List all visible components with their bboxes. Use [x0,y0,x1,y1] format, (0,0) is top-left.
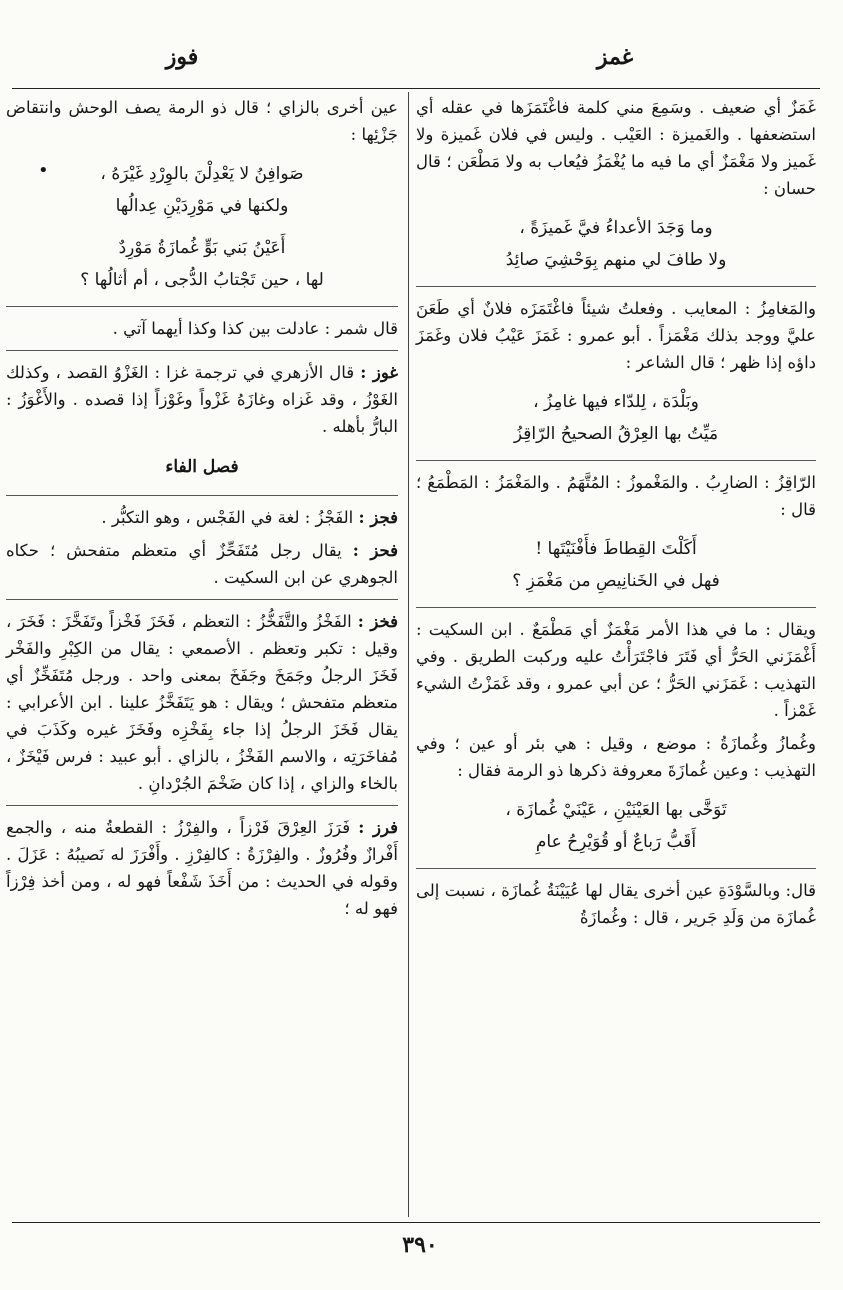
entry-text: الفَجْزُ : لغة في الفَجْس ، وهو التكبُّر . [101,508,359,527]
headword: غوز : [360,363,398,382]
entry-frz [6,814,398,922]
paragraph: قال شمر : عادلت بين كذا وكذا أيهما آتي . [112,319,398,338]
top-rule [12,88,820,89]
paragraph: غَمَزٌ أي ضعيف . وسَمِعَ مني كلمة فاغْتَمَزَها في عقله أي استضعفها . والغَميزة : العَيْب . وليس في فلان غَميزة ولا غَميز ولا مَغْمَزٌ أي ما فيه ما يُغْمَزُ فيُعاب به ولا مَطْعَن ؛ قال حسان : [416,98,816,198]
verse-line: أَكَلْتَ القِطاطَ فأَفْنَيْتَها ! [535,539,697,559]
divider [6,599,398,600]
verse [6,158,398,222]
entry-fjz [6,504,398,531]
verse-line: فهل في الخَنانِيصِ من مَغْمَزِ ؟ [512,571,720,591]
divider [416,286,816,287]
divider [6,805,398,806]
divider [416,460,816,461]
verse-line: وبَلْدَة ، لِلدّاء فيها غامِزُ ، [533,392,699,412]
verse-line: أَعَيْنُ بَني بَوٍّ غُمازَةُ مَوْرِدٌ [118,238,286,258]
column-divider [408,92,409,1217]
verse-line: لها ، حين تَجْتابُ الدُّجى ، أم أثالُها ؟ [80,270,324,290]
entry-ghwz [6,359,398,440]
paragraph: والمَغامِزُ : المعايب . وفعلتُ شيئاً فاغْتَمَزَه فلانٌ أي طَعَنَ عليَّ ووجد بذلك مَغْمَزاً . أبو عمرو : غَمَزَ عَيْبُ فلان وغَمَزَ داؤه إذا ظهر ؛ قال الشاعر : [416,299,816,372]
section-title: فصل الفاء [165,457,239,477]
entry-text: قال الأزهري في ترجمة غزا : الغَزْوُ القصد ، وكذلك الغَوْزُ ، وقد غَزاه وغازَهُ غَزْواً وغَوْزاً إذا قصده . والأَغْوَزُ : البارُّ بأهله . [6,363,398,436]
verse-line: أَقَبُّ رَباعٌ أو قُوَيْرِحُ عامِ [535,832,697,852]
headword: فحز : [352,541,398,560]
running-head-left: فوز [165,44,199,70]
verse-line: مَيِّتُ بها العِرْقُ الصحيحُ الرّاقِزُ [513,424,719,444]
paragraph: قال: وبالسَّوْدَةِ عين أخرى يقال لها عُيَيْنَةُ غُمازَة ، نسبت إلى غُمازَة من وَلَدِ جَرير ، قال : وغُمازَةُ [416,881,816,927]
paragraph: الرّاقِزُ : الضارِبُ . والمَغْموزُ : المُتَّهَمُ . والمَغْمَزُ : المَطْمَعُ ؛ قال : [416,473,816,519]
divider [416,868,816,869]
page-number: ٣٩٠ [402,1232,438,1258]
verse [416,794,816,858]
verse [416,533,816,597]
divider [6,350,398,351]
verse [6,232,398,296]
verse-line: صَوافِنُ لا يَعْدِلْنَ بالوِرْدِ غَيْرَهُ ، [100,164,304,184]
entry-fkhz [6,608,398,797]
verse [416,386,816,450]
headword: فرز : [358,818,399,837]
entry-text: يقال رجل مُتَفَحِّزٌ أي متعظم متفحش ؛ حكاه الجوهري عن ابن السكيت . [6,541,398,587]
bottom-rule [12,1222,820,1223]
verse-line: وما وَجَدَ الأعداءُ فيَّ غَميزَةً ، [519,218,713,238]
stray-dot: • [38,160,49,181]
paragraph: عين أخرى بالزاي ؛ قال ذو الرمة يصف الوحش وانتقاض جَزْئِها : [6,98,398,144]
entry-text: فَرَزَ العِرْقَ فَرْزاً ، والفِرْزُ : القطعةُ منه ، والجمع أَفْرازٌ وفُرُوزٌ . والفِرْزَةُ : كالفِرْزِ . وأَفْرَزَ له نَصيبُهُ : عَزَلَ . وقوله في الحديث : من أَخَذَ شَفْعاً فهو له ، ومن أخذ فِرْزاً فهو له ؛ [6,818,398,918]
divider [6,495,398,496]
left-column [6,94,398,928]
verse [416,212,816,276]
right-column [416,94,816,937]
entry-fhz [6,537,398,591]
headword: فخز : [357,612,398,631]
entry-text: الفَخْزُ والتَّفَخُّزُ : التعظم ، فَخَزَ فَخْزاً وتَفَخَّزَ : فَخَرَ ، وقيل : تكبر وتعظم . الأصمعي : يقال من الكِبْرِ والفَخْر فَخَزَ الرجلُ وجَمَخَ وجَفَخَ بمعنى واحد . ورجل مُتَفَخِّزٌ أي متعظم متفحش ؛ ويقال : هو يَتَفَخَّزُ علينا . ابن الأعرابي : يقال فَخَزَ الرجلُ إذا جاء بِفَخْزِه وفَخَزَ غيره وكَذَبَ في مُفاخَرَتِه ، والاسم الفَخْزُ ، بالزاي . أبو عبيد : فرس فَيْخَزٌ ، بالخاء والزاي ، إذا كان ضَخْمَ الجُرْدانِ . [6,612,398,793]
verse-line: ولا طافَ لي منهم بِوَحْشِيَ صائِدُ [505,250,727,270]
divider [6,306,398,307]
divider [416,607,816,608]
paragraph: ويقال : ما في هذا الأمر مَغْمَزٌ أي مَطْمَعٌ . ابن السكيت : أَغْمَزَني الحَرُّ أي فَتَرَ فاجْتَرَأْتُ عليه وركبت الطريق . وفي التهذيب : غَمَزَني الحَرُّ ؛ عن أبي عمرو ، وقد غَمَزْتُ الشيء غَمْزاً . [416,620,816,720]
headword: فجز : [358,508,398,527]
running-head-right: غمز [596,44,634,70]
verse-line: ولكنها في مَوْرِدَيْنِ عِدالُها [115,196,289,216]
verse-line: تَوَخَّى بها العَيْنَيْنِ ، عَيْنَيْ غُمازَة ، [505,800,727,820]
paragraph: وغُمازُ وغُمازَةُ : موضع ، وقيل : هي بئر أو عين ؛ وفي التهذيب : وعين غُمازَةَ معروفة ذكرها ذو الرمة فقال : [416,734,816,780]
